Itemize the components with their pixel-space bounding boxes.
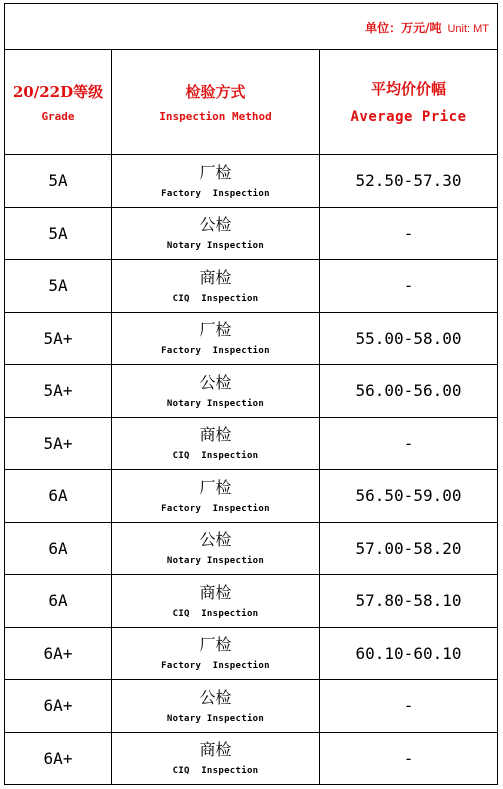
grade-cell [5,417,112,470]
method-en: Notary Inspection [166,241,265,252]
price-cell [320,365,498,418]
method-en: Factory Inspection [161,346,270,357]
method-en: CIQ Inspection [172,451,259,462]
method-en: Factory Inspection [161,661,270,672]
price-value: - [403,276,414,296]
table-row [5,575,498,628]
table-row [5,312,498,365]
grade-cell [5,155,112,208]
grade-cell [5,627,112,680]
header-price [320,50,498,155]
price-cell [320,312,498,365]
method-cell [112,470,320,523]
grade-value: 6A [48,486,68,506]
grade-cell [5,260,112,313]
method-en: Factory Inspection [161,503,270,514]
grade-value: 5A+ [43,433,73,453]
price-cell [320,470,498,523]
price-value: - [403,748,414,768]
method-cn: 公检 [199,687,232,707]
grade-cell [5,732,112,785]
method-cn: 厂检 [199,477,232,497]
grade-value: 6A+ [43,748,73,768]
price-cell [320,155,498,208]
method-en: Factory Inspection [161,188,270,199]
header-method-cn: 检验方式 [185,82,246,101]
table-row [5,417,498,470]
method-cn: 商检 [199,582,232,602]
header-method-en: Inspection Method [159,109,272,123]
method-cell [112,417,320,470]
price-value: 55.00-58.00 [355,328,462,348]
method-cn: 厂检 [199,162,232,182]
method-cell [112,312,320,365]
grade-value: 6A+ [43,643,73,663]
grade-cell [5,365,112,418]
method-cn: 公检 [199,372,232,392]
method-cell [112,207,320,260]
price-cell [320,575,498,628]
method-cn: 公检 [199,530,232,550]
price-table [4,3,498,785]
grade-cell [5,470,112,523]
grade-value: 6A [48,538,68,558]
header-price-en: Average Price [350,109,467,125]
price-value: - [403,433,414,453]
method-cell [112,155,320,208]
grade-value: 5A [48,223,68,243]
method-en: CIQ Inspection [172,608,259,619]
price-value: - [403,696,414,716]
price-cell [320,680,498,733]
unit-label-en: Unit: MT [447,23,490,35]
table-row [5,470,498,523]
unit-cell [5,4,498,50]
method-en: Notary Inspection [166,398,265,409]
method-en: CIQ Inspection [172,293,259,304]
header-grade-cn: 20/22D等级 [12,82,104,101]
method-cell [112,680,320,733]
method-cn: 商检 [199,267,232,287]
table-row [5,207,498,260]
table-row [5,732,498,785]
price-value: - [403,223,414,243]
price-cell [320,417,498,470]
method-cell [112,522,320,575]
table-row [5,680,498,733]
price-value: 56.50-59.00 [355,486,462,506]
table-row [5,522,498,575]
table-row [5,155,498,208]
method-cn: 商检 [199,425,232,445]
header-method [112,50,320,155]
method-cell [112,260,320,313]
price-value: 57.00-58.20 [355,538,462,558]
price-value: 60.10-60.10 [355,643,462,663]
grade-cell [5,575,112,628]
method-cn: 厂检 [199,635,232,655]
grade-value: 5A [48,171,68,191]
method-cell [112,365,320,418]
header-grade-en: Grade [41,109,75,123]
price-cell [320,522,498,575]
price-cell [320,627,498,680]
price-value: 56.00-56.00 [355,381,462,401]
method-cell [112,627,320,680]
method-cell [112,575,320,628]
method-en: Notary Inspection [166,713,265,724]
price-cell [320,260,498,313]
grade-cell [5,207,112,260]
grade-value: 5A [48,276,68,296]
header-row [5,50,498,155]
grade-cell [5,680,112,733]
grade-value: 6A+ [43,696,73,716]
method-cell [112,732,320,785]
method-cn: 商检 [199,740,232,760]
grade-cell [5,312,112,365]
table-row [5,365,498,418]
method-cn: 厂检 [199,320,232,340]
unit-label: 单位：万元/吨 [365,21,442,35]
header-price-cn: 平均价价幅 [371,80,447,98]
table-row [5,260,498,313]
header-grade [5,50,112,155]
price-value: 52.50-57.30 [355,171,462,191]
grade-value: 5A+ [43,328,73,348]
table-row [5,627,498,680]
method-en: CIQ Inspection [172,766,259,777]
price-cell [320,732,498,785]
price-cell [320,207,498,260]
grade-value: 6A [48,591,68,611]
price-value: 57.80-58.10 [355,591,462,611]
method-cn: 公检 [199,215,232,235]
grade-value: 5A+ [43,381,73,401]
method-en: Notary Inspection [166,556,265,567]
grade-cell [5,522,112,575]
